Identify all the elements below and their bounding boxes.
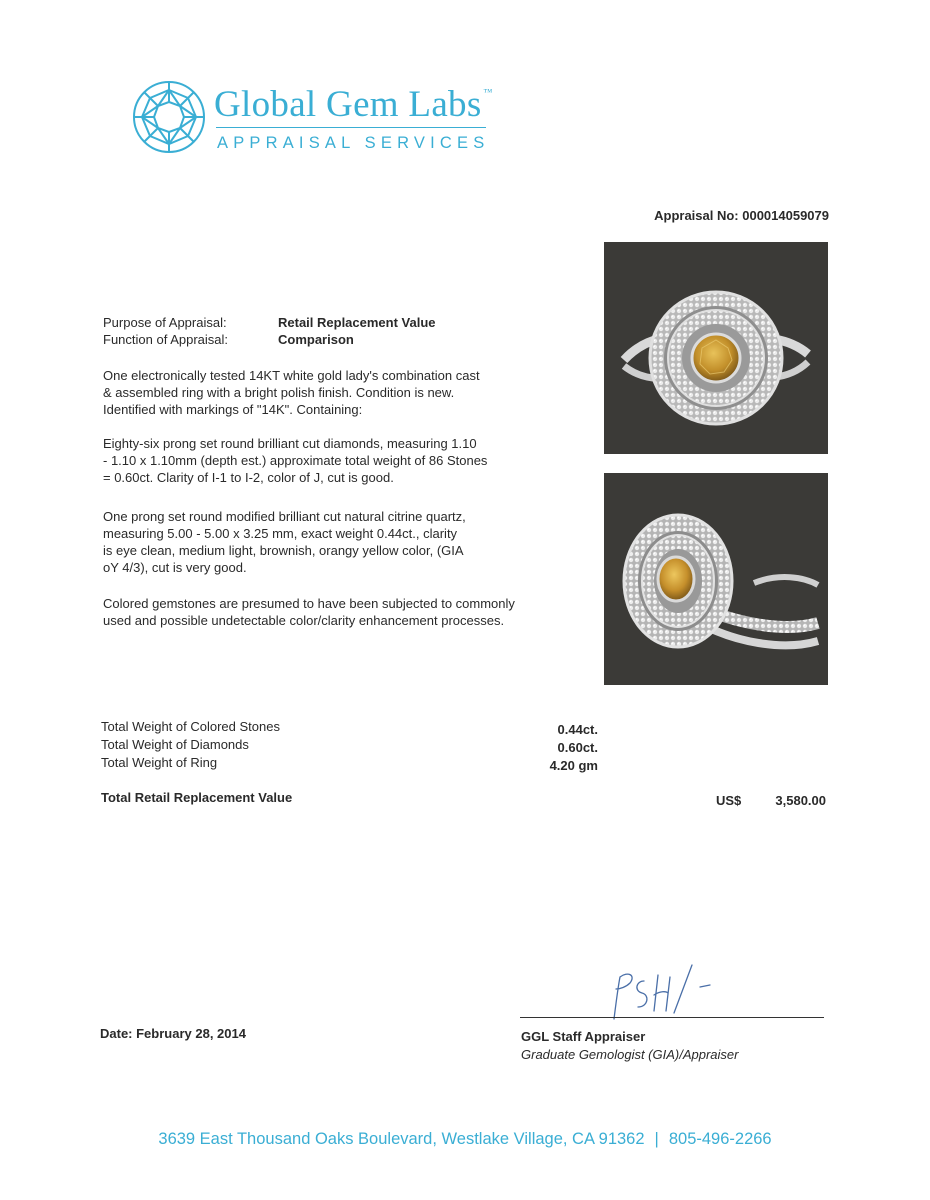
appraisal-number: Appraisal No: 000014059079 bbox=[654, 208, 829, 223]
appraiser-title: GGL Staff Appraiser bbox=[521, 1029, 646, 1044]
diamond-icon bbox=[132, 80, 206, 154]
footer-phone: 805-496-2266 bbox=[668, 1130, 772, 1148]
footer-separator: | bbox=[654, 1130, 659, 1148]
description-ring: One electronically tested 14KT white gold lady's combination cast & assembled ring with a bright polish finish. Condition is new. Identified with markings of "14K". Containing: bbox=[103, 368, 480, 417]
total-diamonds-value: 0.60ct. bbox=[557, 740, 598, 755]
retail-value-label: Total Retail Replacement Value bbox=[101, 790, 293, 805]
retail-amount: 3,580.00 bbox=[775, 793, 826, 808]
function-row bbox=[103, 332, 583, 349]
purpose-value: Retail Replacement Value bbox=[278, 315, 436, 330]
ring-front-illustration bbox=[604, 242, 828, 454]
appraisal-date: Date: February 28, 2014 bbox=[100, 1026, 246, 1041]
brand-name-text: Global Gem Labs bbox=[214, 84, 482, 125]
appraiser-signature bbox=[596, 963, 726, 1023]
ring-photo-front bbox=[604, 242, 828, 454]
retail-currency: US$ bbox=[716, 793, 742, 808]
brand-subtitle: APPRAISAL SERVICES bbox=[217, 134, 490, 152]
function-label: Function of Appraisal: bbox=[103, 332, 229, 347]
description-citrine: One prong set round modified brilliant cut natural citrine quartz, measuring 5.00 - 5.00 x 3.25 mm, exact weight 0.44ct., clarity is eye clean, medium light, brownish, orangy yellow color, (GIA oY 4/3), cut is very good. bbox=[103, 509, 466, 575]
footer-address: 3639 East Thousand Oaks Boulevard, Westlake Village, CA 91362 bbox=[158, 1130, 645, 1148]
ring-side-illustration bbox=[604, 473, 828, 685]
description-diamonds: Eighty-six prong set round brilliant cut diamonds, measuring 1.10 - 1.10 x 1.10mm (depth est.) approximate total weight of 86 Stones = 0.60ct. Clarity of I-1 to I-2, color of J, cut is good. bbox=[103, 436, 488, 485]
description-disclaimer: Colored gemstones are presumed to have been subjected to commonly used and possible undetectable color/clarity enhancement processes. bbox=[103, 596, 515, 628]
brand-divider bbox=[216, 127, 486, 128]
total-ring-weight-value: 4.20 gm bbox=[549, 758, 598, 773]
appraiser-credentials: Graduate Gemologist (GIA)/Appraiser bbox=[521, 1047, 739, 1062]
total-diamonds-label: Total Weight of Diamonds bbox=[101, 737, 249, 752]
ring-photo-side bbox=[604, 473, 828, 685]
purpose-row bbox=[103, 315, 583, 332]
function-value: Comparison bbox=[278, 332, 354, 347]
signature-line bbox=[520, 1017, 824, 1018]
total-colored-stones-label: Total Weight of Colored Stones bbox=[101, 719, 280, 734]
purpose-label: Purpose of Appraisal: bbox=[103, 315, 227, 330]
trademark-symbol: ™ bbox=[483, 87, 493, 97]
brand-name bbox=[214, 83, 493, 126]
footer-contact bbox=[0, 1130, 930, 1149]
total-ring-weight-label: Total Weight of Ring bbox=[101, 755, 218, 770]
total-colored-stones-value: 0.44ct. bbox=[557, 722, 598, 737]
